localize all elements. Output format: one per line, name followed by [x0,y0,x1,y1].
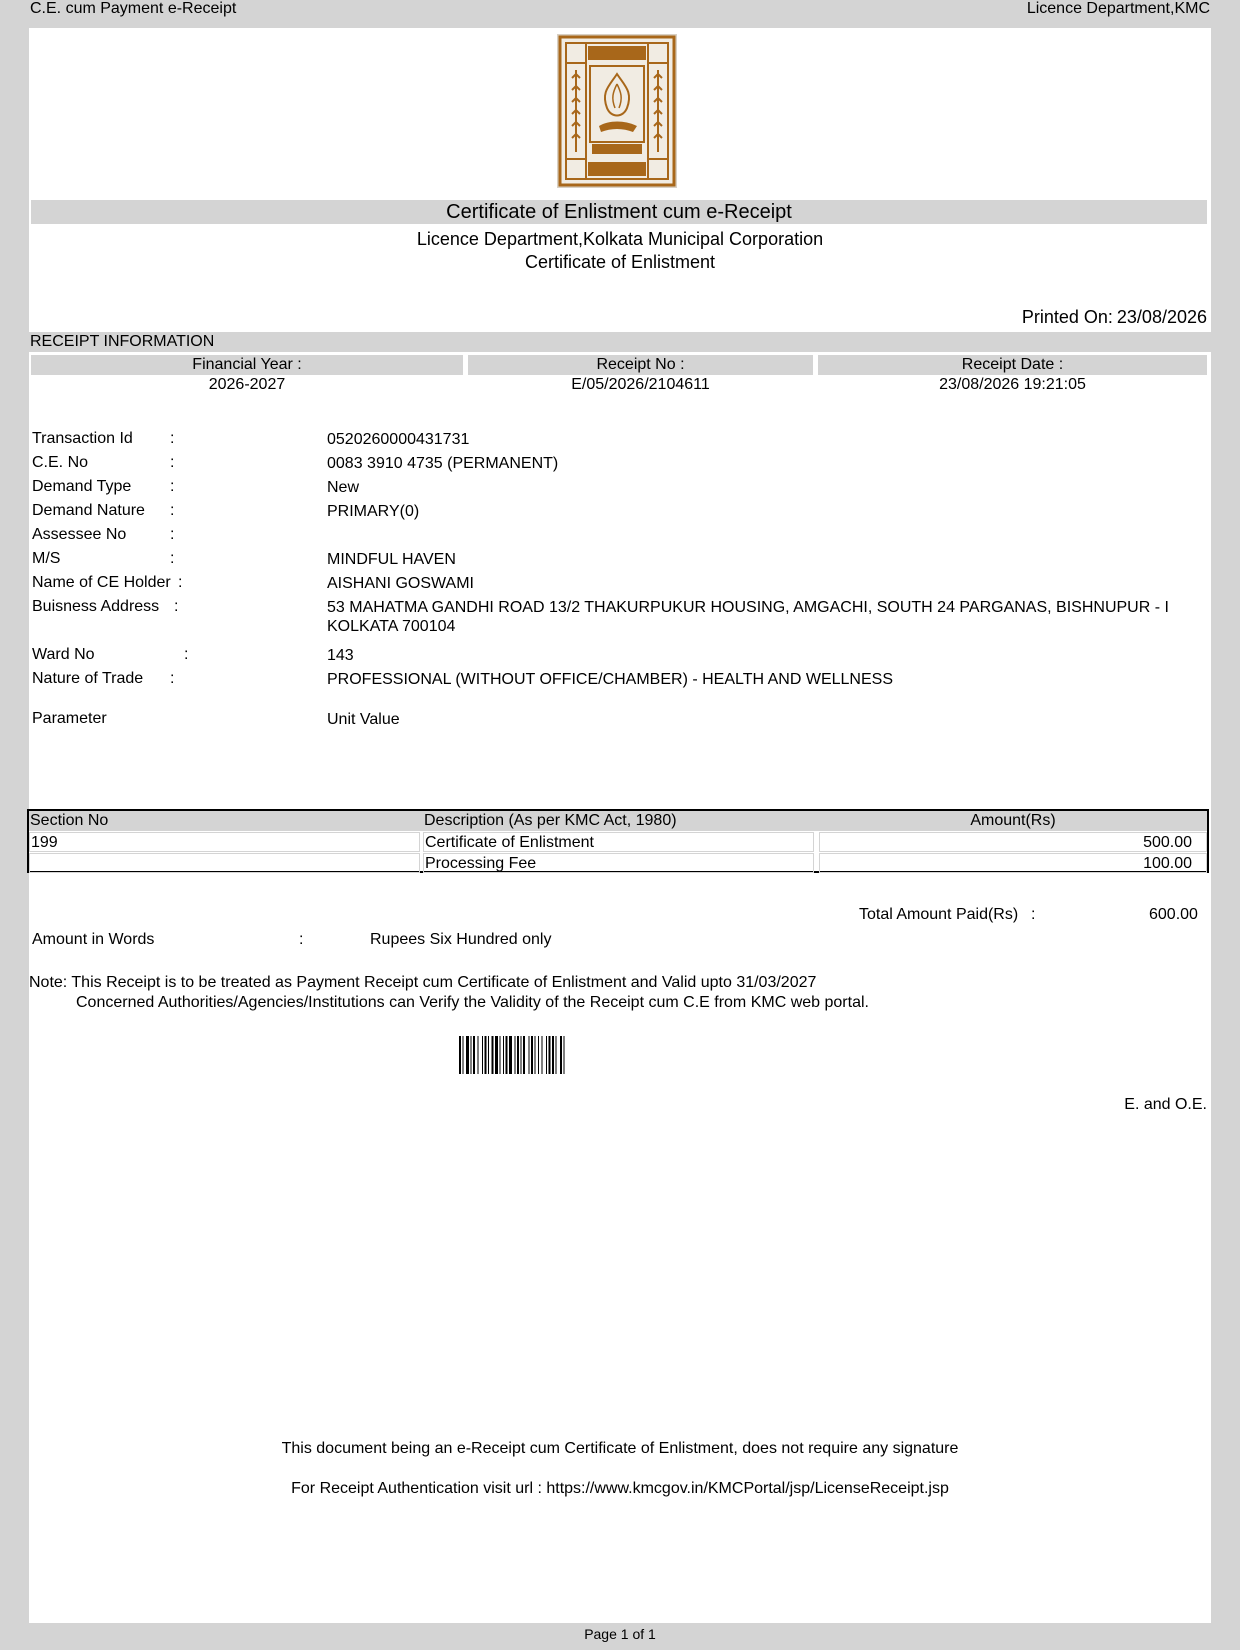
section-cell [29,853,420,873]
detail-label: M/S [32,550,61,567]
parameter-value: Unit Value [327,711,400,728]
barcode-bar [560,1036,562,1074]
financial-year-label: Financial Year : [31,355,463,375]
total-amount-label: Total Amount Paid(Rs) [859,906,1019,923]
issuer-label: Licence Department,KMC [1026,0,1210,17]
description-cell: Certificate of Enlistment [423,832,814,852]
detail-value: MINDFUL HAVEN [327,551,456,568]
detail-value: 0520260000431731 [327,431,470,448]
detail-value: 143 [327,647,354,664]
detail-colon: : [170,430,175,447]
document-type-label: C.E. cum Payment e-Receipt [30,0,237,17]
top-bar [0,0,1240,28]
barcode-bar [509,1036,512,1074]
certificate-title: Certificate of Enlistment cum e-Receipt [31,200,1207,224]
detail-colon: : [170,670,175,687]
barcode-bar [473,1036,475,1074]
barcode-bar [535,1036,536,1074]
barcode-bar [538,1036,539,1074]
detail-colon: : [170,454,175,471]
barcode-bar [492,1036,494,1074]
validity-note: Note: This Receipt is to be treated as Payment Receipt cum Certificate of Enlistment and Valid upto 31/03/2027 [29,974,817,991]
amount-in-words-label: Amount in Words [32,931,155,948]
detail-label: Ward No [32,646,95,663]
detail-label: Transaction Id [32,430,133,447]
detail-label: Name of CE Holder [32,574,171,591]
kmc-emblem-logo [557,34,677,188]
barcode-bar [523,1036,525,1074]
barcode-bar [471,1036,472,1074]
table-row [29,853,1207,873]
authentication-url-note: For Receipt Authentication visit url : https://www.kmcgov.in/KMCPortal/jsp/LicenseReceipt.jsp [291,1480,949,1497]
detail-value: 0083 3910 4735 (PERMANENT) [327,455,559,472]
description-cell: Processing Fee [423,853,814,873]
fee-table-header [29,811,1207,831]
department-name: Licence Department,Kolkata Municipal Corporation [416,229,824,249]
receipt-date-value: 23/08/2026 19:21:05 [939,376,1086,393]
detail-label: Nature of Trade [32,670,144,687]
table-row [29,832,1207,852]
detail-colon: : [178,574,183,591]
detail-colon: : [174,598,179,615]
total-amount-value: 600.00 [1149,906,1198,923]
emblem-icon [557,34,677,188]
barcode-bar [488,1036,489,1074]
receipt-sheet [29,28,1211,1623]
detail-colon: : [170,526,175,543]
detail-label: Assessee No [32,526,127,543]
barcode-bar [463,1036,464,1074]
barcode-bar [482,1036,483,1074]
barcode-bar [500,1036,501,1074]
detail-label: Demand Type [32,478,132,495]
barcode-bar [556,1036,557,1074]
barcode-bar [529,1036,530,1074]
detail-colon: : [184,646,189,663]
parameter-label: Parameter [32,710,107,727]
barcode-bar [552,1036,554,1074]
barcode-bar [531,1036,533,1074]
col-header-description: Description (As per KMC Act, 1980) [424,812,677,829]
col-header-section: Section No [30,812,109,829]
amount-in-words-colon: : [299,931,304,948]
barcode-bar [459,1036,461,1074]
amount-in-words-value: Rupees Six Hundred only [370,931,552,948]
barcode-bar [549,1036,551,1074]
printed-on-date: 23/08/2026 [1116,307,1207,327]
receipt-information-header [29,332,1211,352]
section-cell: 199 [29,832,420,852]
amount-cell: 100.00 [819,853,1207,873]
page-number: Page 1 of 1 [584,1626,656,1642]
barcode-bar [485,1036,487,1074]
receipt-information-label: RECEIPT INFORMATION [30,333,215,350]
detail-value: PRIMARY(0) [327,503,420,520]
barcode-bar [564,1036,565,1074]
receipt-date-label: Receipt Date : [818,355,1207,375]
total-colon: : [1031,906,1036,923]
signature-disclaimer: This document being an e-Receipt cum Certificate of Enlistment, does not require any signature [281,1440,959,1457]
amount-cell: 500.00 [819,832,1207,852]
detail-colon: : [170,550,175,567]
printed-on-label: Printed On: [1021,307,1113,327]
barcode-bar [517,1036,519,1074]
barcode-bar [495,1036,498,1074]
errors-omissions-excepted: E. and O.E. [1124,1096,1207,1113]
detail-label: Buisness Address [32,598,160,615]
detail-value: PROFESSIONAL (WITHOUT OFFICE/CHAMBER) - HEALTH AND WELLNESS [327,671,893,688]
barcode-bar [521,1036,522,1074]
detail-value: 53 MAHATMA GANDHI ROAD 13/2 THAKURPUKUR HOUSING, AMGACHI, SOUTH 24 PARGANAS, BISHNUPUR - I KOLKATA 700104 [327,599,1169,635]
verification-note: Concerned Authorities/Agencies/Institutions can Verify the Validity of the Receipt cum C.E from KMC web portal. [76,994,869,1011]
receipt-no-label: Receipt No : [468,355,813,375]
detail-colon: : [170,478,175,495]
printed-on [1018,307,1207,328]
financial-year-value: 2026-2027 [208,376,286,393]
detail-label: C.E. No [32,454,89,471]
barcode-bar [546,1036,547,1074]
receipt-no-value: E/05/2026/2104611 [571,376,710,393]
certificate-subtitle: Certificate of Enlistment [524,252,716,272]
barcode-bar [542,1036,543,1074]
barcode-bar [478,1036,479,1074]
barcode-bar [506,1036,508,1074]
barcode-bar [515,1036,516,1074]
fee-table [27,809,1209,873]
detail-colon: : [170,502,175,519]
col-header-amount: Amount(Rs) [970,812,1056,829]
barcode-icon [459,1036,613,1074]
barcode-bar [466,1036,469,1074]
detail-value: New [327,479,360,496]
page-indicator [0,1622,1240,1650]
barcode-bar [503,1036,504,1074]
detail-label: Demand Nature [32,502,145,519]
detail-value: AISHANI GOSWAMI [327,575,474,592]
